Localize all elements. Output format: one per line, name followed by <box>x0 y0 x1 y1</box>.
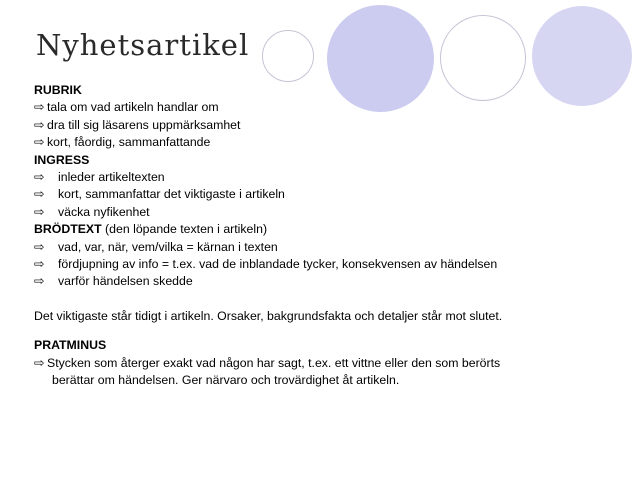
list-item: ⇨ vad, var, när, vem/vilka = kärnan i texten <box>34 239 624 256</box>
arrow-right-icon: ⇨ <box>34 187 45 202</box>
arrow-right-icon: ⇨ <box>34 257 45 272</box>
spacer <box>34 291 624 308</box>
list-item: ⇨ väcka nyfikenhet <box>34 204 624 221</box>
arrow-right-icon: ⇨ <box>34 239 45 254</box>
arrow-right-icon: ⇨ <box>34 170 45 185</box>
arrow-right-icon: ⇨ <box>34 117 45 132</box>
list-item: ⇨ inleder artikeltexten <box>34 169 624 186</box>
list-item: ⇨ fördjupning av info = t.ex. vad de inblandade tycker, konsekvensen av händelsen <box>34 256 624 273</box>
arrow-right-icon: ⇨ <box>34 274 45 289</box>
ingress-heading: INGRESS <box>34 152 90 167</box>
summary-text: Det viktigaste står tidigt i artikeln. Orsaker, bakgrundsfakta och detaljer står mot slutet. <box>34 308 503 323</box>
rubrik-heading: RUBRIK <box>34 83 82 97</box>
brodtext-note: (den löpande texten i artikeln) <box>101 222 268 237</box>
spacer <box>34 325 624 337</box>
arrow-right-icon: ⇨ <box>34 355 45 370</box>
decorative-circle-outline-small <box>262 30 314 82</box>
list-item: ⇨ dra till sig läsarens uppmärksamhet <box>34 117 624 134</box>
arrow-right-icon: ⇨ <box>34 100 45 115</box>
arrow-right-icon: ⇨ <box>34 135 45 150</box>
arrow-right-icon: ⇨ <box>34 204 45 219</box>
list-item: ⇨ tala om vad artikeln handlar om <box>34 99 624 116</box>
slide-title: Nyhetsartikel <box>36 28 250 62</box>
slide-content <box>34 82 624 390</box>
list-item: ⇨ Stycken som återger exakt vad någon har sagt, t.ex. ett vittne eller den som berörts <box>34 355 624 372</box>
list-item: ⇨ kort, fåordig, sammanfattande <box>34 134 624 151</box>
pratminus-continuation: berättar om händelsen. Ger närvaro och trovärdighet åt artikeln. <box>52 373 400 388</box>
brodtext-heading-row <box>34 221 624 238</box>
list-item: ⇨ varför händelsen skedde <box>34 273 624 290</box>
list-item: ⇨ kort, sammanfattar det viktigaste i artikeln <box>34 186 624 203</box>
pratminus-heading: PRATMINUS <box>34 338 107 353</box>
brodtext-heading: BRÖDTEXT <box>34 222 102 237</box>
